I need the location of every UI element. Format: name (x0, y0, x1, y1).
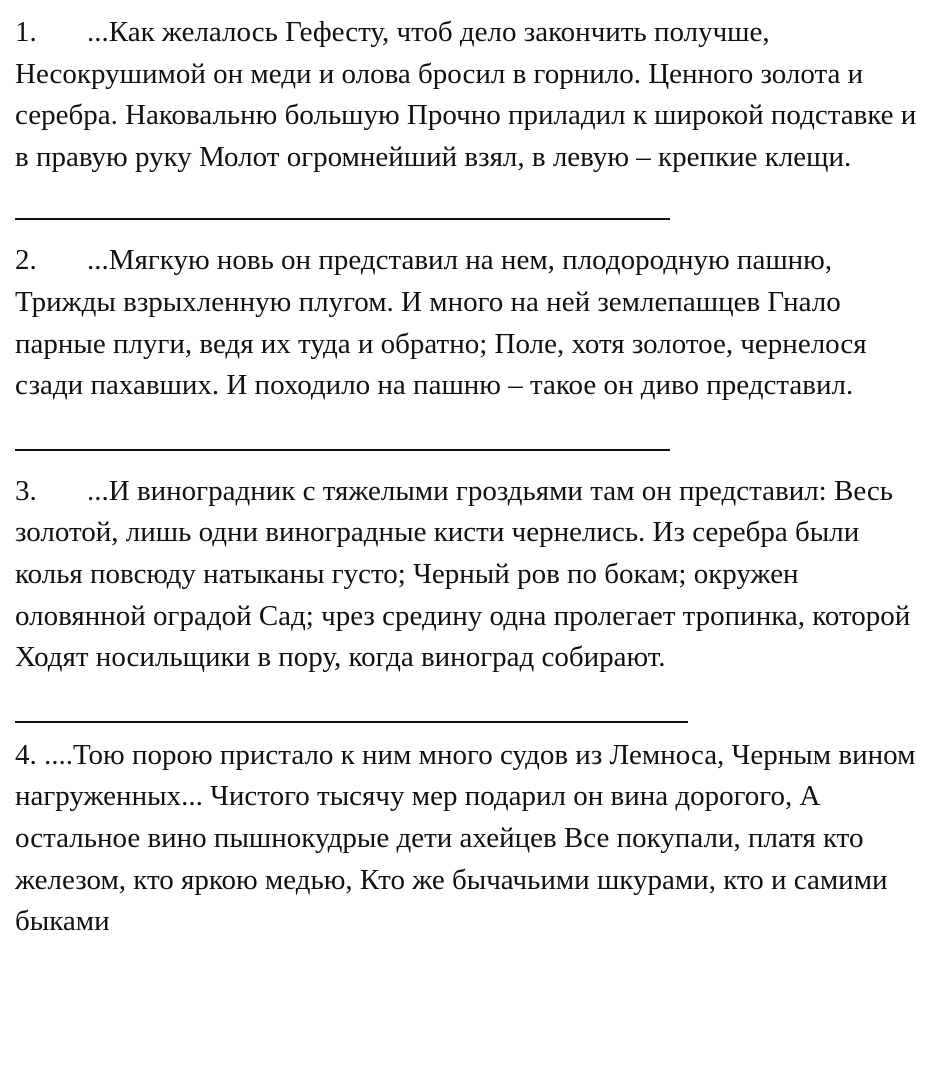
passage-4 (15, 735, 933, 943)
passage-text: ...И виноградник с тяжелыми гроздьями там он представил: Весь золотой, лишь одни виноградные кисти чернелись. Из серебра были колья повсюду натыканы густо; Черный ров по бокам; окружен оловянной оградой Сад; чрез средину одна пролегает тропинка, которой Ходят носильщики в пору, когда виноград собирают. (15, 474, 911, 674)
passage-text: ...Как желалось Гефесту, чтоб дело закончить получше, Несокрушимой он меди и олова бросил в горнило. Ценного золота и серебра. Наковальню большую Прочно приладил к широкой подставке и в правую руку Молот огромнейший взял, в левую – крепкие клещи. (15, 16, 917, 173)
document (15, 12, 933, 943)
passage-number: 1. (15, 16, 37, 48)
answer-blank-line-2 (15, 449, 670, 451)
passage-2 (15, 240, 933, 406)
passage-number: 4. (15, 738, 44, 771)
answer-blank-line-3 (15, 721, 688, 723)
passage-text: ....Тою порою пристало к ним много судов из Лемноса, Черным вином нагруженных... Чистого тысячу мер подарил он вина дорогого, А остальное вино пышнокудрые дети ахейцев Все покупали, платя кто железом, кто яркою медью, Кто же бычачьими шкурами, кто и самими быками (15, 738, 916, 938)
answer-blank-line-1 (15, 218, 670, 220)
passage-1 (15, 12, 933, 178)
passage-text: ...Мягкую новь он представил на нем, плодородную пашню, Трижды взрыхленную плугом. И много на ней землепашцев Гнало парные плуги, ведя их туда и обратно; Поле, хотя золотое, чернелося сзади пахавших. И походило на пашню – такое он диво представил. (15, 244, 867, 402)
passage-3 (15, 471, 933, 679)
passage-number: 2. (15, 244, 37, 277)
passage-number: 3. (15, 474, 37, 507)
